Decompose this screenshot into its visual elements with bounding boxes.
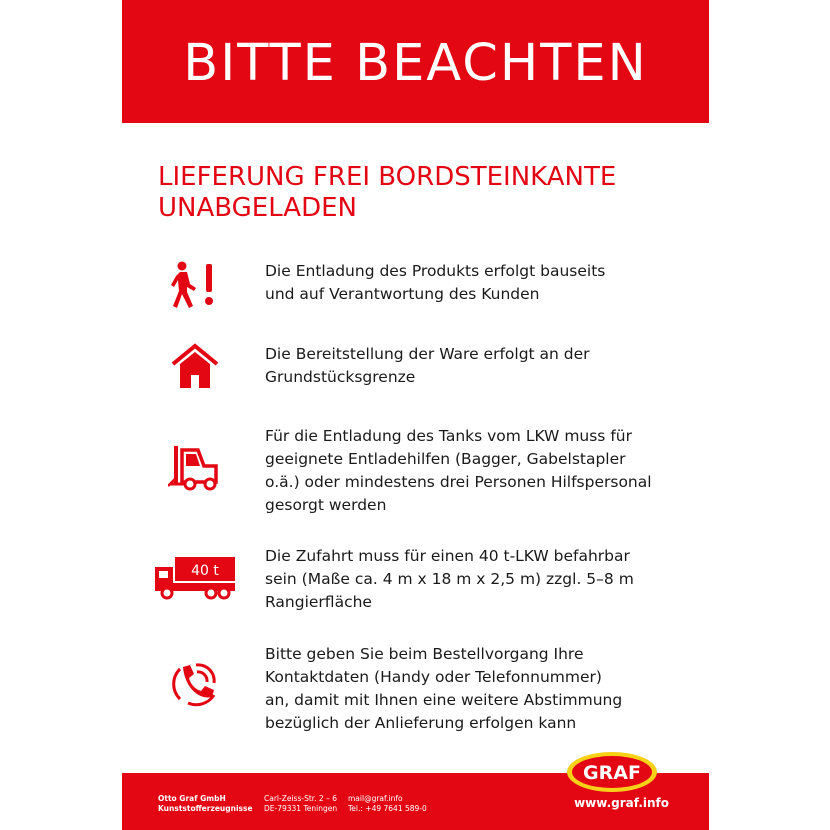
footer-company-sub: Kunststofferzeugnisse <box>158 804 253 813</box>
footer-address <box>264 794 337 814</box>
footer-mail[interactable]: mail@graf.info <box>348 794 403 803</box>
footer-company-name: Otto Graf GmbH <box>158 794 226 803</box>
info-text-unloading-aids: Für die Entladung des Tanks vom LKW muss für geeignete Entladehilfen (Bagger, Gabelstapler o.ä.) oder mindestens drei Personen Hilfspersonal gesorgt werden <box>265 427 652 514</box>
subtitle <box>158 162 698 224</box>
footer-contact <box>348 794 427 814</box>
truck-label: 40 t <box>191 563 219 579</box>
info-text-unloading: Die Entladung des Produkts erfolgt bauseits und auf Verantwortung des Kunden <box>265 262 606 303</box>
graf-logo-text: GRAF <box>583 762 641 784</box>
subtitle-line-1: LIEFERUNG FREI BORDSTEINKANTE <box>158 162 617 192</box>
phone-icon <box>154 658 236 710</box>
forklift-icon <box>154 441 236 493</box>
footer-company <box>158 794 253 814</box>
house-icon <box>154 341 236 393</box>
footer-city: DE-79331 Teningen <box>264 804 338 813</box>
graf-logo <box>566 751 658 793</box>
footer-street: Carl-Zeiss-Str. 2 – 6 <box>264 794 337 803</box>
footer-website[interactable]: www.graf.info <box>574 796 669 810</box>
page-title: BITTE BEACHTEN <box>183 34 648 93</box>
footer-phone: Tel.: +49 7641 589-0 <box>348 804 427 813</box>
truck-icon <box>152 551 238 603</box>
subtitle-line-2: UNABGELADEN <box>158 193 357 223</box>
header-banner <box>122 0 709 123</box>
info-text-contact: Bitte geben Sie beim Bestellvorgang Ihre Kontaktdaten (Handy oder Telefonnummer) an, damit mit Ihnen eine weitere Abstimmung bezüglich der Anlieferung erfolgen kann <box>265 645 623 732</box>
info-text-access-road: Die Zufahrt muss für einen 40 t-LKW befahrbar sein (Maße ca. 4 m x 18 m x 2,5 m) zzgl. 5–8 m Rangierfläche <box>265 547 634 611</box>
person-warning-icon <box>154 258 236 310</box>
notice-sheet <box>122 0 709 830</box>
info-text-boundary: Die Bereitstellung der Ware erfolgt an der Grundstücksgrenze <box>265 345 590 386</box>
